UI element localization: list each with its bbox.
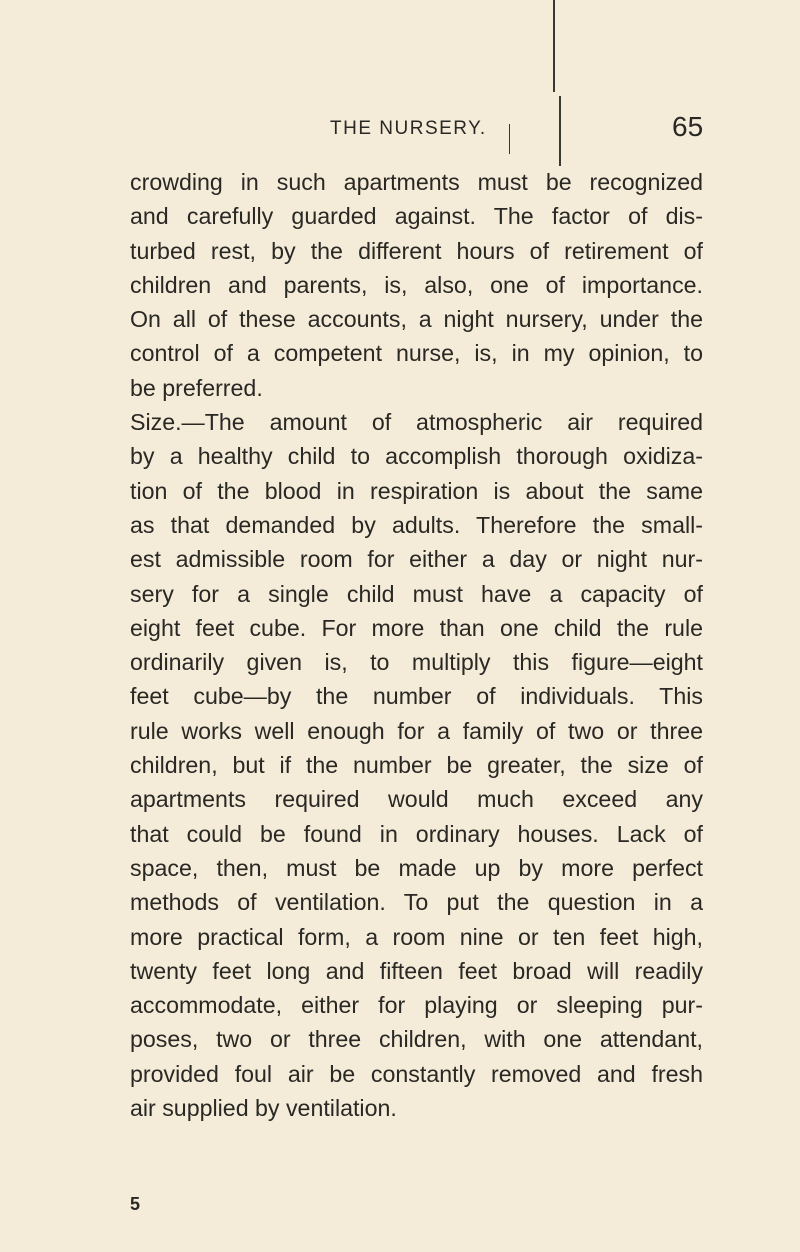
text-line: be preferred. (130, 374, 263, 401)
page-number: 65 (672, 111, 704, 142)
text-line: more practical form, a room nine or ten feet high, (130, 923, 703, 950)
text-line: accommodate, either for playing or sleeping pur- (130, 992, 703, 1019)
text-line: methods of ventilation. To put the question in a (130, 889, 703, 916)
text-line: that could be found in ordinary houses. Lack of (130, 820, 703, 847)
text-line: crowding in such apartments must be recognized (130, 169, 703, 195)
text-line: twenty feet long and fifteen feet broad will readily (130, 957, 703, 984)
text-line: and carefully guarded against. The factor of dis- (130, 203, 703, 230)
text-line: children, but if the number be greater, the size of (130, 752, 703, 779)
text-line: est admissible room for either a day or night nur- (130, 546, 703, 573)
text-line: as that demanded by adults. Therefore the small- (130, 511, 703, 538)
page-header (0, 110, 800, 150)
signature-mark: 5 (130, 1194, 141, 1214)
text-line: rule works well enough for a family of two or three (130, 717, 703, 744)
text-line: by a healthy child to accomplish thorough oxidiza- (130, 443, 703, 470)
text-line: air supplied by ventilation. (130, 1095, 397, 1122)
text-line: control of a competent nurse, is, in my opinion, to (130, 340, 703, 367)
text-line: eight feet cube. For more than one child the rule (130, 614, 703, 641)
text-line: On all of these accounts, a night nursery, under the (130, 306, 703, 333)
text-line: feet cube—by the number of individuals. This (130, 683, 703, 710)
text-line: tion of the blood in respiration is about the same (130, 477, 703, 504)
text-line: Size.—The amount of atmospheric air required (130, 409, 703, 436)
text-line: sery for a single child must have a capacity of (130, 580, 703, 607)
text-line: turbed rest, by the different hours of retirement of (130, 237, 703, 264)
text-line: provided foul air be constantly removed and fresh (130, 1060, 703, 1087)
text-line: ordinarily given is, to multiply this figure—eight (130, 649, 703, 676)
body-text (130, 165, 703, 1125)
text-line: children and parents, is, also, one of importance. (130, 271, 703, 298)
binding-crease-mark (553, 0, 555, 92)
text-line: space, then, must be made up by more perfect (130, 854, 703, 881)
running-head: THE NURSERY. (330, 118, 487, 139)
text-line: poses, two or three children, with one attendant, (130, 1026, 703, 1053)
text-line: apartments required would much exceed any (130, 786, 703, 813)
